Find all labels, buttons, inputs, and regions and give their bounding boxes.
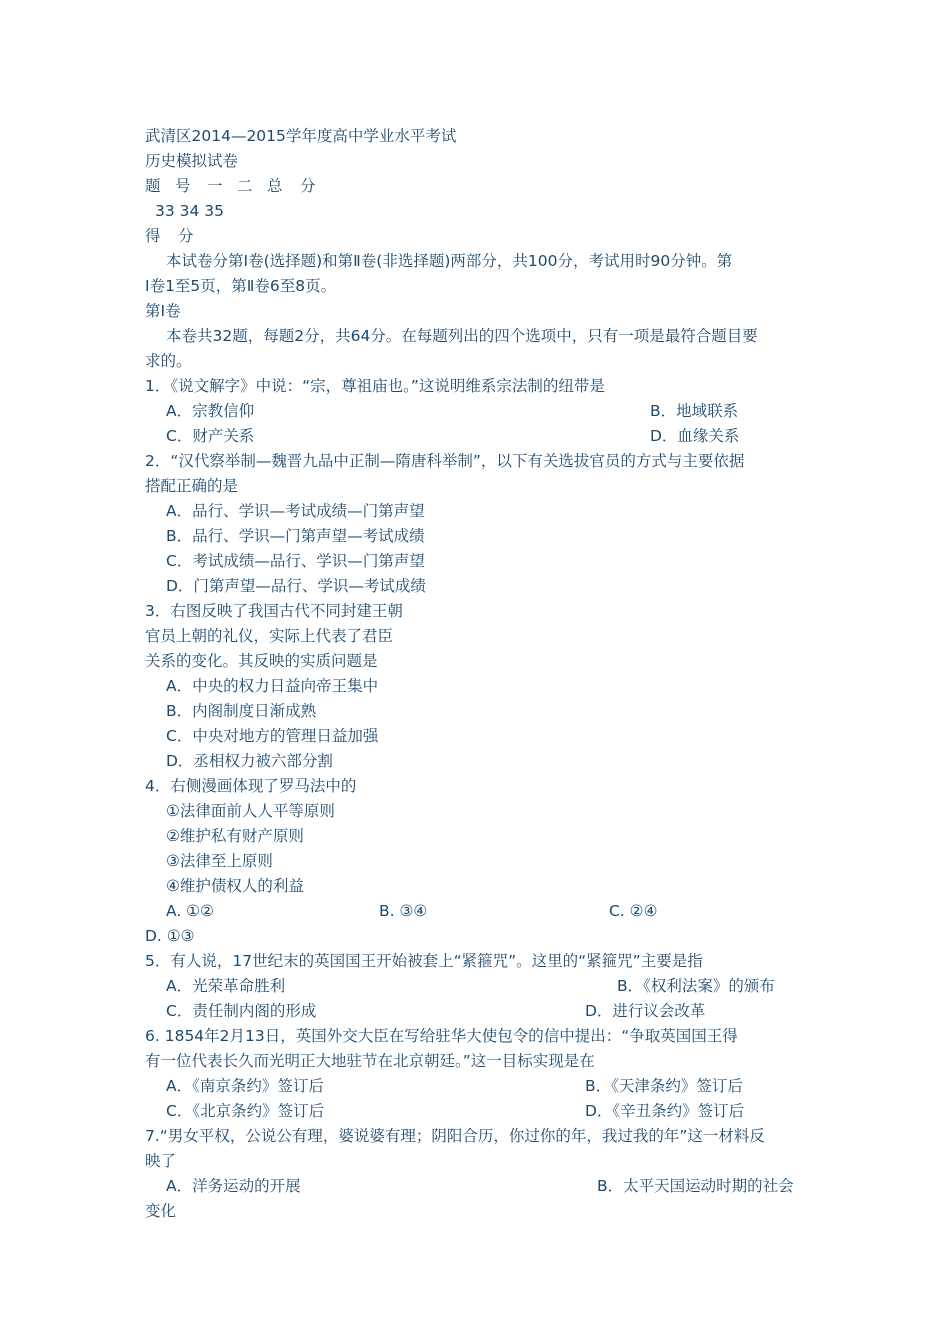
question-5-option-a: A．光荣革命胜利 bbox=[166, 977, 286, 995]
score-table-cell: 二 bbox=[237, 177, 253, 195]
part1-heading: 第Ⅰ卷 bbox=[145, 302, 181, 320]
question-4-item-2: ②维护私有财产原则 bbox=[166, 827, 304, 845]
question-4-item-1: ①法律面前人人平等原则 bbox=[166, 802, 335, 820]
question-7-option-b: B．太平天国运动时期的社会 bbox=[597, 1177, 794, 1195]
question-6-options-row-2 bbox=[145, 1099, 810, 1124]
question-5-option-d: D．进行议会改革 bbox=[585, 1002, 706, 1020]
score-table-score-row bbox=[145, 224, 810, 249]
question-1-option-a: A．宗教信仰 bbox=[166, 402, 255, 420]
question-1-stem: 1．《说文解字》中说：“宗，尊祖庙也。”这说明维系宗法制的纽带是 bbox=[145, 377, 605, 395]
question-2-stem-line-2: 搭配正确的是 bbox=[145, 477, 239, 495]
score-table-numbers-row: 33 34 35 bbox=[155, 202, 225, 220]
question-6-option-a: A．《南京条约》签订后 bbox=[166, 1077, 324, 1095]
question-5-option-b: B．《权利法案》的颁布 bbox=[617, 977, 775, 995]
question-2-option-d: D．门第声望—品行、学识—考试成绩 bbox=[166, 577, 426, 595]
question-1-option-c: C．财产关系 bbox=[166, 427, 255, 445]
question-7-option-b-continued: 变化 bbox=[145, 1202, 177, 1220]
question-6-options-row-1 bbox=[145, 1074, 810, 1099]
question-1-options-row-1 bbox=[145, 399, 810, 424]
score-table-cell: 得 bbox=[145, 227, 161, 245]
question-1-option-b: B．地域联系 bbox=[650, 402, 739, 420]
exam-title: 武清区2014—2015学年度高中学业水平考试 bbox=[145, 127, 457, 145]
question-3-option-a: A．中央的权力日益向帝王集中 bbox=[166, 677, 379, 695]
score-table-cell: 总 bbox=[267, 177, 283, 195]
question-3-stem-line-2: 官员上朝的礼仪，实际上代表了君臣 bbox=[145, 627, 394, 645]
question-6-option-d: D．《辛丑条约》签订后 bbox=[585, 1102, 745, 1120]
exam-subtitle: 历史模拟试卷 bbox=[145, 152, 239, 170]
question-4-options-row bbox=[145, 899, 810, 924]
question-5-options-row-1 bbox=[145, 974, 810, 999]
score-table-cell: 分 bbox=[300, 177, 316, 195]
question-3-option-c: C．中央对地方的管理日益加强 bbox=[166, 727, 379, 745]
question-6-option-b: B．《天津条约》签订后 bbox=[585, 1077, 743, 1095]
question-2-stem-line-1: 2．“汉代察举制—魏晋九品中正制—隋唐科举制”，以下有关选拔官员的方式与主要依据 bbox=[145, 452, 745, 470]
question-7-stem-line-2: 映了 bbox=[145, 1152, 177, 1170]
score-table-cell: 分 bbox=[178, 227, 194, 245]
question-1-option-d: D．血缘关系 bbox=[650, 427, 740, 445]
score-table-header-row bbox=[145, 174, 810, 199]
question-4-item-4: ④维护债权人的利益 bbox=[166, 877, 304, 895]
intro-line-1: 本试卷分第Ⅰ卷(选择题)和第Ⅱ卷(非选择题)两部分，共100分，考试用时90分钟。第 bbox=[166, 252, 733, 270]
question-6-stem-line-1: 6. 1854年2月13日，英国外交大臣在写给驻华大使包令的信中提出：“争取英国国王得 bbox=[145, 1027, 738, 1045]
question-3-stem-line-3: 关系的变化。其反映的实质问题是 bbox=[145, 652, 378, 670]
question-5-options-row-2 bbox=[145, 999, 810, 1024]
question-3-option-b: B．内阁制度日渐成熟 bbox=[166, 702, 317, 720]
question-4-option-c: C. ②④ bbox=[609, 902, 658, 920]
question-5-option-c: C．责任制内阁的形成 bbox=[166, 1002, 317, 1020]
question-4-option-d: D. ①③ bbox=[145, 927, 195, 945]
question-2-option-a: A．品行、学识—考试成绩—门第声望 bbox=[166, 502, 425, 520]
question-7-option-a: A．洋务运动的开展 bbox=[166, 1177, 301, 1195]
exam-page bbox=[145, 124, 810, 1224]
score-table-cell: 号 bbox=[175, 177, 191, 195]
question-5-stem: 5．有人说，17世纪末的英国国王开始被套上“紧箍咒”。这里的“紧箍咒”主要是指 bbox=[145, 952, 703, 970]
question-6-option-c: C．《北京条约》签订后 bbox=[166, 1102, 325, 1120]
score-table-cell: 题 bbox=[145, 177, 161, 195]
question-3-stem-line-1: 3．右图反映了我国古代不同封建王朝 bbox=[145, 602, 403, 620]
question-6-stem-line-2: 有一位代表长久而光明正大地驻节在北京朝廷。”这一目标实现是在 bbox=[145, 1052, 595, 1070]
question-2-option-b: B．品行、学识—门第声望—考试成绩 bbox=[166, 527, 425, 545]
intro-line-2: Ⅰ卷1至5页，第Ⅱ卷6至8页。 bbox=[145, 277, 337, 295]
question-7-stem-line-1: 7.“男女平权，公说公有理，婆说婆有理；阴阳合历，你过你的年，我过我的年”这一材料反 bbox=[145, 1127, 765, 1145]
part1-instructions-line-2: 求的。 bbox=[145, 352, 192, 370]
question-2-option-c: C．考试成绩—品行、学识—门第声望 bbox=[166, 552, 425, 570]
question-1-options-row-2 bbox=[145, 424, 810, 449]
question-4-option-a: A. ①② bbox=[166, 902, 214, 920]
question-4-option-b: B. ③④ bbox=[379, 902, 428, 920]
question-3-option-d: D．丞相权力被六部分割 bbox=[166, 752, 333, 770]
score-table-cell: 一 bbox=[207, 177, 223, 195]
question-7-options-row-1 bbox=[145, 1174, 810, 1199]
part1-instructions-line-1: 本卷共32题，每题2分，共64分。在每题列出的四个选项中，只有一项是最符合题目要 bbox=[166, 327, 758, 345]
question-4-item-3: ③法律至上原则 bbox=[166, 852, 273, 870]
question-4-stem: 4．右侧漫画体现了罗马法中的 bbox=[145, 777, 357, 795]
